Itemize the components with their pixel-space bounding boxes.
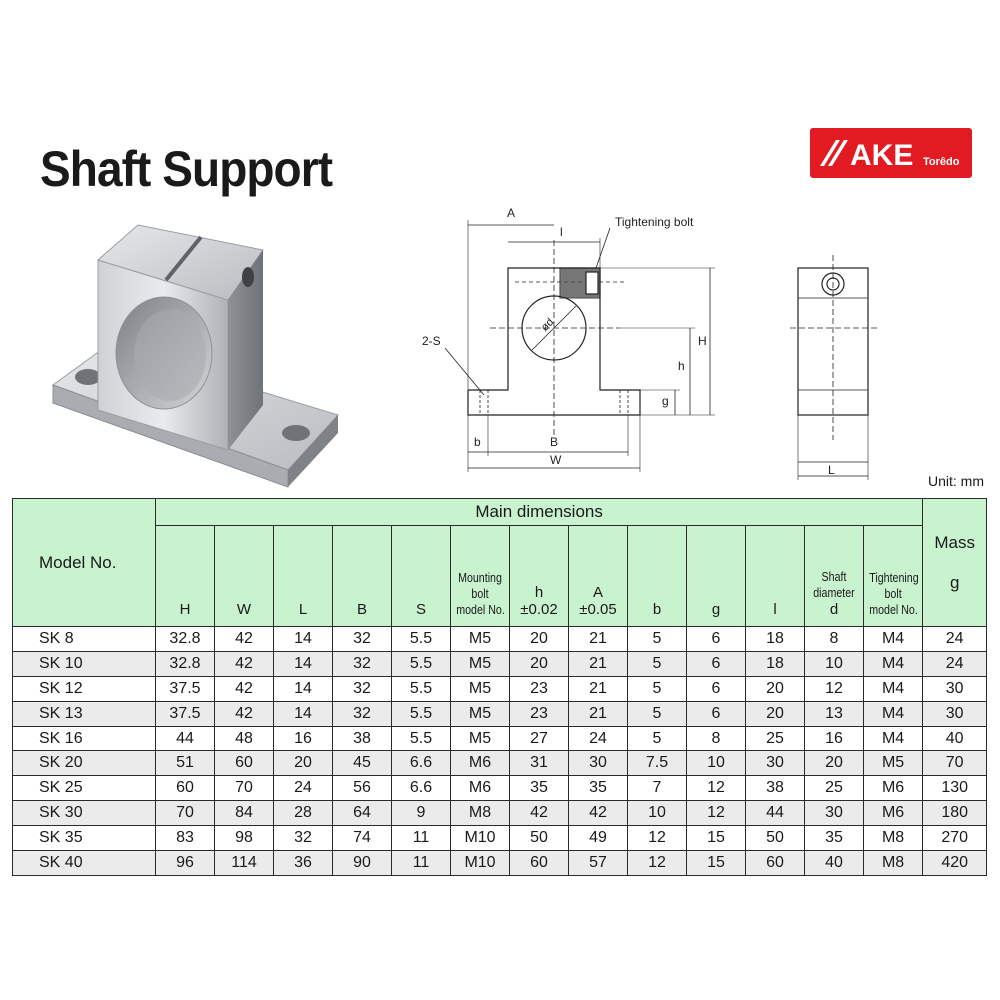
table-cell: 6.6 <box>392 751 451 776</box>
header-col-A-line: A <box>592 584 603 601</box>
table-cell: 35 <box>569 776 628 801</box>
table-cell: 21 <box>569 627 628 652</box>
table-cell: 42 <box>510 801 569 826</box>
table-cell: M6 <box>451 776 510 801</box>
table-cell: 5 <box>628 627 687 652</box>
cell-model: SK 10 <box>13 651 156 676</box>
logo-small-text: Torêdo <box>923 156 960 168</box>
table-cell: 11 <box>392 851 451 876</box>
header-col-L <box>274 526 333 627</box>
table-cell: M4 <box>864 651 923 676</box>
header-col-S-line: S <box>415 601 426 618</box>
table-cell: M8 <box>451 801 510 826</box>
dim-label-l: l <box>560 225 563 239</box>
header-col-h <box>510 526 569 627</box>
table-cell: 6 <box>687 701 746 726</box>
table-cell: 32 <box>333 651 392 676</box>
table-cell: 21 <box>569 701 628 726</box>
table-cell: 8 <box>687 726 746 751</box>
table-cell: 5 <box>628 701 687 726</box>
tightening-bolt-label: Tightening bolt <box>615 215 694 229</box>
table-cell: 18 <box>746 651 805 676</box>
table-cell: 6.6 <box>392 776 451 801</box>
table-cell: 10 <box>805 651 864 676</box>
table-cell: 5.5 <box>392 676 451 701</box>
table-cell: 7.5 <box>628 751 687 776</box>
header-col-h-line: ±0.02 <box>520 601 558 618</box>
header-col-b <box>628 526 687 627</box>
table-cell: 24 <box>923 651 987 676</box>
unit-label: Unit: mm <box>928 473 984 489</box>
table-cell: 6 <box>687 676 746 701</box>
header-col-W-line: W <box>236 601 252 618</box>
table-cell: 14 <box>274 676 333 701</box>
page-title: Shaft Support <box>40 141 333 197</box>
table-cell: M6 <box>451 751 510 776</box>
table-cell: M5 <box>451 701 510 726</box>
technical-drawing <box>400 200 920 490</box>
header-col-l <box>746 526 805 627</box>
table-cell: 31 <box>510 751 569 776</box>
table-cell: 37.5 <box>156 701 215 726</box>
table-cell: 42 <box>569 801 628 826</box>
table-cell: 20 <box>805 751 864 776</box>
table-cell: 30 <box>923 676 987 701</box>
logo-text: AKE <box>850 139 914 172</box>
table-cell: 56 <box>333 776 392 801</box>
header-col-h-line: h <box>534 584 544 601</box>
cell-model: SK 16 <box>13 726 156 751</box>
header-col-sd-line: Shaft <box>821 569 847 584</box>
table-cell: 70 <box>215 776 274 801</box>
table-cell: 420 <box>923 851 987 876</box>
table-cell: 40 <box>805 851 864 876</box>
table-cell: 10 <box>628 801 687 826</box>
table-cell: 5.5 <box>392 651 451 676</box>
cell-model: SK 13 <box>13 701 156 726</box>
header-col-A-line: ±0.05 <box>579 601 617 618</box>
table-cell: 98 <box>215 826 274 851</box>
cell-model: SK 20 <box>13 751 156 776</box>
product-photo <box>38 205 368 495</box>
table-cell: 16 <box>805 726 864 751</box>
table-cell: 57 <box>569 851 628 876</box>
table-cell: 64 <box>333 801 392 826</box>
header-mass-label: Mass <box>934 532 975 552</box>
header-col-sd-line: diameter <box>813 585 855 600</box>
table-cell: 28 <box>274 801 333 826</box>
table-cell: 20 <box>274 751 333 776</box>
table-cell: 83 <box>156 826 215 851</box>
table-cell: 6 <box>687 627 746 652</box>
table-row <box>13 801 987 826</box>
table-cell: 42 <box>215 701 274 726</box>
table-cell: M6 <box>864 801 923 826</box>
table-cell: 14 <box>274 701 333 726</box>
table-cell: 30 <box>805 801 864 826</box>
table-cell: 38 <box>746 776 805 801</box>
table-cell: M4 <box>864 627 923 652</box>
table-cell: M10 <box>451 851 510 876</box>
table-cell: M8 <box>864 851 923 876</box>
dim-label-h: h <box>678 359 685 373</box>
table-cell: 130 <box>923 776 987 801</box>
header-col-tb-line: model No. <box>869 602 918 617</box>
table-cell: 38 <box>333 726 392 751</box>
dim-label-phi-d: ød <box>538 316 557 334</box>
table-cell: 9 <box>392 801 451 826</box>
table-cell: 32.8 <box>156 651 215 676</box>
table-cell: 20 <box>510 627 569 652</box>
table-cell: 15 <box>687 851 746 876</box>
header-col-L-line: L <box>298 601 308 618</box>
cell-model: SK 30 <box>13 801 156 826</box>
table-cell: 51 <box>156 751 215 776</box>
spec-table <box>12 498 987 876</box>
table-cell: 5 <box>628 726 687 751</box>
table-cell: 8 <box>805 627 864 652</box>
table-cell: 40 <box>923 726 987 751</box>
table-cell: M8 <box>864 826 923 851</box>
header-mass-unit: g <box>949 572 960 592</box>
header-col-mb-line: model No. <box>456 602 505 617</box>
table-cell: 25 <box>746 726 805 751</box>
table-row <box>13 826 987 851</box>
table-cell: M5 <box>451 726 510 751</box>
table-cell: M5 <box>864 751 923 776</box>
header-col-sd-line: d <box>829 601 839 618</box>
table-cell: 74 <box>333 826 392 851</box>
table-row <box>13 701 987 726</box>
table-cell: 44 <box>156 726 215 751</box>
header-col-g-line: g <box>711 601 721 618</box>
header-col-H-line: H <box>179 601 191 618</box>
header-col-b-line: b <box>652 601 662 618</box>
header-col-mb <box>451 526 510 627</box>
table-cell: 12 <box>805 676 864 701</box>
table-cell: 24 <box>274 776 333 801</box>
header-col-tb-line: bolt <box>884 586 902 601</box>
header-col-tb <box>864 526 923 627</box>
header-col-A <box>569 526 628 627</box>
table-cell: 15 <box>687 826 746 851</box>
table-cell: 96 <box>156 851 215 876</box>
table-cell: 20 <box>746 701 805 726</box>
table-cell: 35 <box>805 826 864 851</box>
dim-label-A: A <box>507 206 516 220</box>
table-cell: 24 <box>569 726 628 751</box>
table-cell: 30 <box>923 701 987 726</box>
table-cell: 20 <box>746 676 805 701</box>
table-cell: 44 <box>746 801 805 826</box>
table-cell: 42 <box>215 627 274 652</box>
cell-model: SK 8 <box>13 627 156 652</box>
table-cell: 36 <box>274 851 333 876</box>
table-cell: 32 <box>274 826 333 851</box>
table-cell: 5.5 <box>392 701 451 726</box>
table-cell: 21 <box>569 676 628 701</box>
table-cell: 24 <box>923 627 987 652</box>
cell-model: SK 40 <box>13 851 156 876</box>
table-cell: 37.5 <box>156 676 215 701</box>
table-cell: 11 <box>392 826 451 851</box>
header-mass <box>923 499 987 627</box>
table-cell: 70 <box>156 801 215 826</box>
table-cell: 5 <box>628 651 687 676</box>
dim-label-B: B <box>550 435 559 449</box>
table-cell: 42 <box>215 651 274 676</box>
table-cell: 7 <box>628 776 687 801</box>
table-cell: 180 <box>923 801 987 826</box>
table-cell: 50 <box>746 826 805 851</box>
table-cell: 90 <box>333 851 392 876</box>
table-cell: M10 <box>451 826 510 851</box>
table-cell: 30 <box>746 751 805 776</box>
table-cell: M6 <box>864 776 923 801</box>
table-cell: 84 <box>215 801 274 826</box>
header-col-mb-line: bolt <box>471 586 489 601</box>
table-cell: 5.5 <box>392 726 451 751</box>
dim-label-g: g <box>662 394 669 408</box>
table-cell: 32 <box>333 676 392 701</box>
table-cell: 25 <box>805 776 864 801</box>
table-cell: 12 <box>687 801 746 826</box>
table-row <box>13 751 987 776</box>
table-cell: 30 <box>569 751 628 776</box>
table-cell: 23 <box>510 676 569 701</box>
header-col-B-line: B <box>356 601 367 618</box>
table-cell: 12 <box>687 776 746 801</box>
table-cell: 70 <box>923 751 987 776</box>
table-cell: 5.5 <box>392 627 451 652</box>
dim-label-W: W <box>550 453 562 467</box>
table-cell: 49 <box>569 826 628 851</box>
header-model-no: Model No. <box>13 499 156 627</box>
table-cell: 18 <box>746 627 805 652</box>
header-col-l-line: l <box>773 601 777 618</box>
table-cell: 60 <box>156 776 215 801</box>
table-cell: M4 <box>864 676 923 701</box>
table-cell: M5 <box>451 627 510 652</box>
table-cell: 114 <box>215 851 274 876</box>
header-col-g <box>687 526 746 627</box>
header-col-tb-line: Tightening <box>869 570 919 585</box>
table-cell: M4 <box>864 726 923 751</box>
header-col-mb-line: Mounting <box>458 570 502 585</box>
table-cell: 6 <box>687 651 746 676</box>
table-cell: 60 <box>510 851 569 876</box>
header-col-H <box>156 526 215 627</box>
header-col-S <box>392 526 451 627</box>
table-cell: 32.8 <box>156 627 215 652</box>
dim-label-2s: 2-S <box>422 334 441 348</box>
table-cell: 27 <box>510 726 569 751</box>
table-cell: 60 <box>746 851 805 876</box>
table-cell: 12 <box>628 826 687 851</box>
table-cell: 21 <box>569 651 628 676</box>
table-cell: 60 <box>215 751 274 776</box>
table-cell: 12 <box>628 851 687 876</box>
table-cell: 20 <box>510 651 569 676</box>
table-cell: 14 <box>274 627 333 652</box>
header-main-dimensions: Main dimensions <box>156 499 923 526</box>
dim-label-b: b <box>474 435 481 449</box>
table-cell: 14 <box>274 651 333 676</box>
table-cell: M5 <box>451 651 510 676</box>
table-cell: 35 <box>510 776 569 801</box>
dim-label-L: L <box>828 463 835 477</box>
dim-label-H: H <box>698 334 707 348</box>
table-row <box>13 676 987 701</box>
table-row <box>13 627 987 652</box>
header-col-W <box>215 526 274 627</box>
cell-model: SK 12 <box>13 676 156 701</box>
table-cell: 16 <box>274 726 333 751</box>
cell-model: SK 35 <box>13 826 156 851</box>
table-row <box>13 851 987 876</box>
table-row <box>13 776 987 801</box>
cell-model: SK 25 <box>13 776 156 801</box>
header-col-sd <box>805 526 864 627</box>
table-cell: 23 <box>510 701 569 726</box>
table-cell: 45 <box>333 751 392 776</box>
table-cell: 42 <box>215 676 274 701</box>
table-cell: 10 <box>687 751 746 776</box>
table-cell: M4 <box>864 701 923 726</box>
table-row <box>13 726 987 751</box>
table-cell: M5 <box>451 676 510 701</box>
table-cell: 5 <box>628 676 687 701</box>
table-cell: 50 <box>510 826 569 851</box>
header-col-B <box>333 526 392 627</box>
table-cell: 48 <box>215 726 274 751</box>
table-cell: 32 <box>333 701 392 726</box>
table-cell: 13 <box>805 701 864 726</box>
table-cell: 270 <box>923 826 987 851</box>
table-cell: 32 <box>333 627 392 652</box>
brand-logo <box>810 128 972 178</box>
table-row <box>13 651 987 676</box>
